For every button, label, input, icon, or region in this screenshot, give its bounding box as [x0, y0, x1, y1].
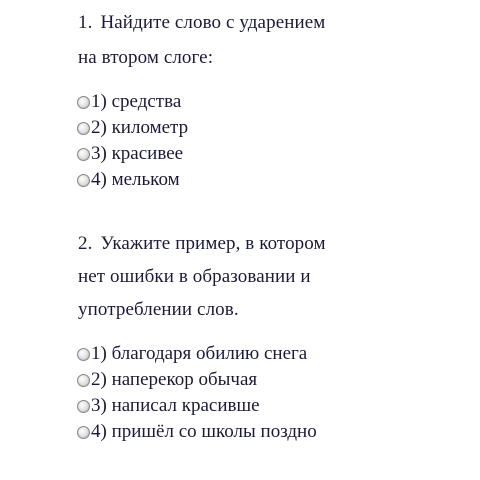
- option-label: 3) написал красивше: [91, 395, 260, 416]
- option-label: 3) красивее: [91, 143, 184, 164]
- question-1-option-3[interactable]: [77, 143, 183, 165]
- option-label: 1) средства: [91, 91, 182, 112]
- option-label: 2) километр: [91, 117, 189, 138]
- radio-button[interactable]: [77, 348, 90, 361]
- question-1-option-1[interactable]: [77, 91, 181, 113]
- question-1-text-line-2: на втором слоге:: [78, 47, 214, 68]
- question-2-text-line-3: употреблении слов.: [78, 299, 239, 320]
- option-label: 4) мельком: [91, 169, 180, 190]
- question-2-option-4[interactable]: [77, 421, 317, 443]
- option-label: 1) благодаря обилию снега: [91, 343, 308, 364]
- radio-button[interactable]: [77, 122, 90, 135]
- question-2-option-3[interactable]: [77, 395, 260, 417]
- question-2-option-1[interactable]: [77, 343, 307, 365]
- option-label: 2) наперекор обычая: [91, 369, 258, 390]
- question-2-text-line-1: 2. Укажите пример, в котором: [78, 233, 326, 254]
- radio-button[interactable]: [77, 174, 90, 187]
- question-2-number: 2.: [78, 233, 93, 254]
- question-1-option-4[interactable]: [77, 169, 180, 191]
- option-label: 4) пришёл со школы поздно: [91, 421, 317, 442]
- question-1-number: 1.: [78, 12, 93, 33]
- radio-button[interactable]: [77, 400, 90, 413]
- question-1-option-2[interactable]: [77, 117, 188, 139]
- radio-button[interactable]: [77, 96, 90, 109]
- radio-button[interactable]: [77, 148, 90, 161]
- question-1-text-line-1: 1. Найдите слово с ударением: [78, 12, 326, 33]
- radio-button[interactable]: [77, 426, 90, 439]
- question-2-text-line-2: нет ошибки в образовании и: [78, 266, 311, 287]
- question-2-option-2[interactable]: [77, 369, 257, 391]
- radio-button[interactable]: [77, 374, 90, 387]
